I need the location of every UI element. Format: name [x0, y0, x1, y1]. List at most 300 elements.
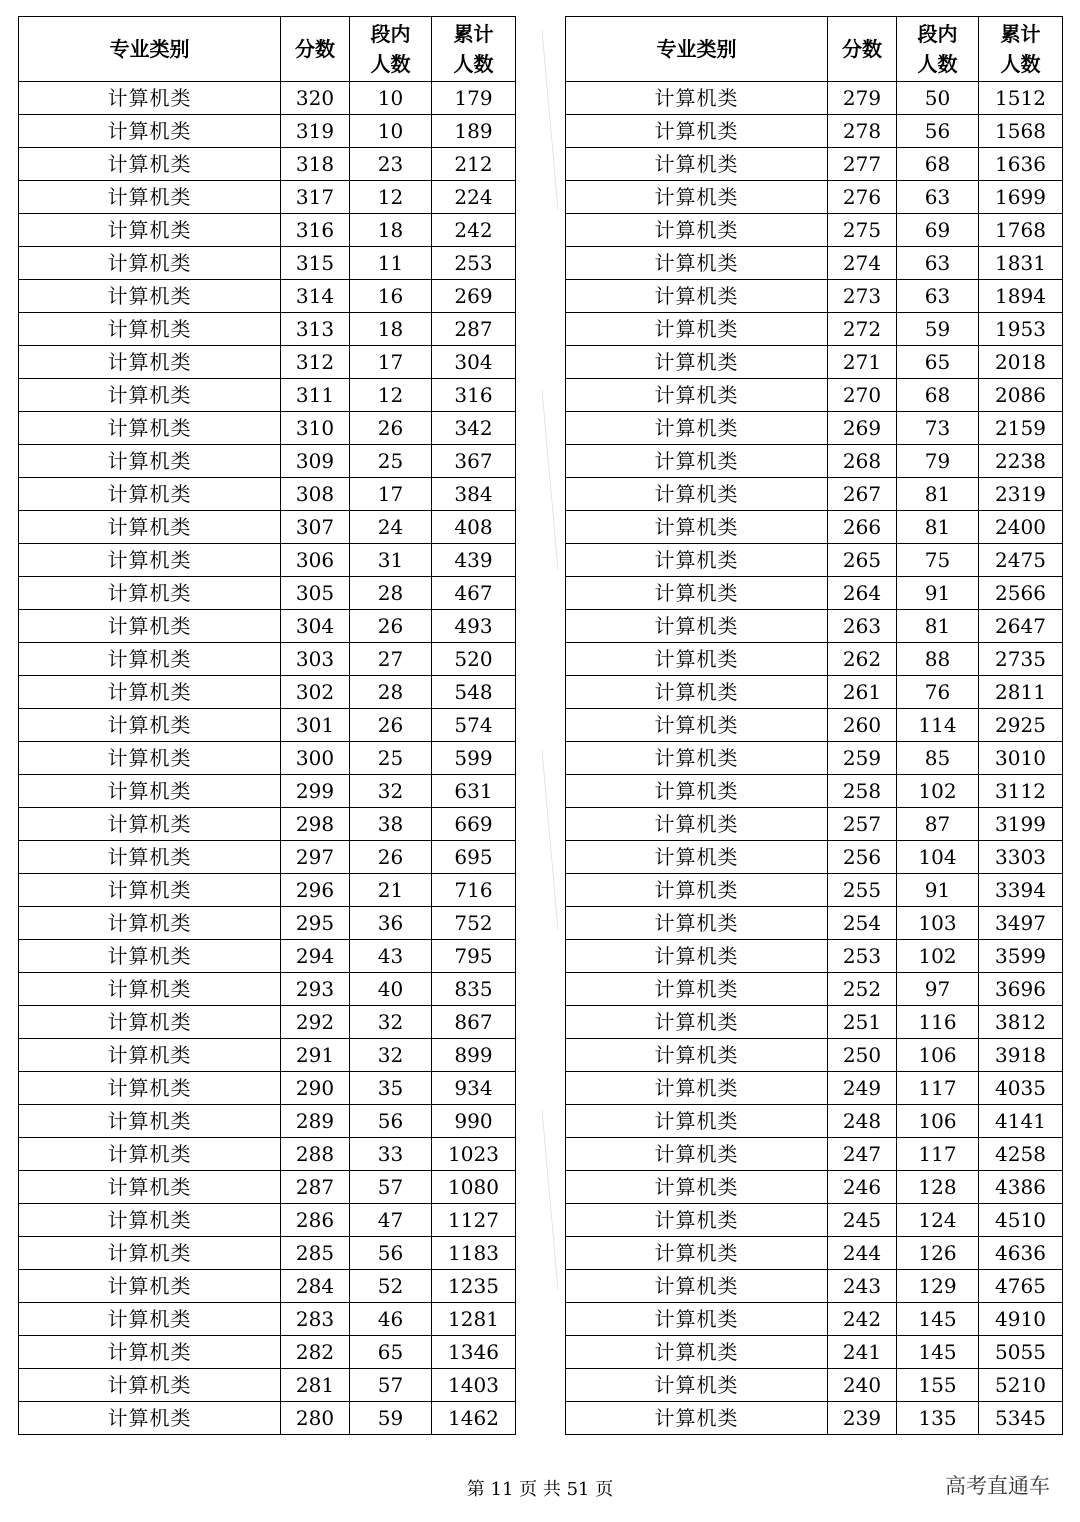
cell-segment-count: 47	[350, 1204, 432, 1237]
cell-segment-count: 10	[350, 115, 432, 148]
cell-category: 计算机类	[19, 1039, 281, 1072]
cell-cumulative-count: 1023	[432, 1138, 516, 1171]
cell-segment-count: 128	[897, 1171, 979, 1204]
table-header-row	[566, 17, 1063, 82]
cell-score: 293	[281, 973, 350, 1006]
cell-segment-count: 63	[897, 280, 979, 313]
table-row	[19, 940, 516, 973]
cell-category: 计算机类	[19, 346, 281, 379]
cell-cumulative-count: 3112	[979, 775, 1063, 808]
cell-category: 计算机类	[566, 280, 828, 313]
table-row	[566, 1072, 1063, 1105]
cell-segment-count: 56	[897, 115, 979, 148]
cell-score: 243	[828, 1270, 897, 1303]
table-row	[566, 1402, 1063, 1435]
cell-cumulative-count: 2647	[979, 610, 1063, 643]
table-row	[19, 280, 516, 313]
cell-score: 306	[281, 544, 350, 577]
cell-score: 309	[281, 445, 350, 478]
table-row	[566, 1006, 1063, 1039]
cell-segment-count: 32	[350, 1006, 432, 1039]
cell-cumulative-count: 1699	[979, 181, 1063, 214]
cell-category: 计算机类	[19, 1270, 281, 1303]
cell-category: 计算机类	[566, 808, 828, 841]
cell-score: 304	[281, 610, 350, 643]
cell-segment-count: 17	[350, 346, 432, 379]
cell-category: 计算机类	[566, 577, 828, 610]
cell-segment-count: 75	[897, 544, 979, 577]
cell-category: 计算机类	[566, 511, 828, 544]
cell-score: 311	[281, 379, 350, 412]
cell-score: 303	[281, 643, 350, 676]
table-row	[19, 1237, 516, 1270]
cell-cumulative-count: 467	[432, 577, 516, 610]
cell-segment-count: 106	[897, 1105, 979, 1138]
cell-score: 286	[281, 1204, 350, 1237]
cell-cumulative-count: 4258	[979, 1138, 1063, 1171]
cell-cumulative-count: 716	[432, 874, 516, 907]
cell-score: 242	[828, 1303, 897, 1336]
table-row	[566, 1270, 1063, 1303]
cell-score: 319	[281, 115, 350, 148]
table-row	[19, 1204, 516, 1237]
table-row	[19, 346, 516, 379]
cell-cumulative-count: 867	[432, 1006, 516, 1039]
cell-category: 计算机类	[566, 643, 828, 676]
cell-cumulative-count: 287	[432, 313, 516, 346]
table-row	[19, 1303, 516, 1336]
cell-category: 计算机类	[566, 115, 828, 148]
cell-segment-count: 57	[350, 1369, 432, 1402]
cell-cumulative-count: 2086	[979, 379, 1063, 412]
cell-cumulative-count: 342	[432, 412, 516, 445]
table-row	[19, 610, 516, 643]
cell-cumulative-count: 752	[432, 907, 516, 940]
cell-cumulative-count: 2566	[979, 577, 1063, 610]
cell-category: 计算机类	[566, 907, 828, 940]
cell-score: 296	[281, 874, 350, 907]
cell-category: 计算机类	[566, 148, 828, 181]
cell-segment-count: 32	[350, 1039, 432, 1072]
cell-segment-count: 57	[350, 1171, 432, 1204]
cell-score: 280	[281, 1402, 350, 1435]
cell-score: 320	[281, 82, 350, 115]
cell-segment-count: 145	[897, 1336, 979, 1369]
cell-category: 计算机类	[566, 940, 828, 973]
cell-segment-count: 24	[350, 511, 432, 544]
cell-cumulative-count: 1636	[979, 148, 1063, 181]
cell-cumulative-count: 899	[432, 1039, 516, 1072]
table-row	[19, 247, 516, 280]
cell-segment-count: 114	[897, 709, 979, 742]
cell-segment-count: 68	[897, 148, 979, 181]
cell-category: 计算机类	[19, 1336, 281, 1369]
table-row	[566, 181, 1063, 214]
cell-cumulative-count: 795	[432, 940, 516, 973]
cell-category: 计算机类	[566, 181, 828, 214]
table-row	[19, 1105, 516, 1138]
cell-score: 283	[281, 1303, 350, 1336]
table-row	[566, 940, 1063, 973]
cell-score: 247	[828, 1138, 897, 1171]
cell-cumulative-count: 224	[432, 181, 516, 214]
cell-category: 计算机类	[19, 1237, 281, 1270]
cell-cumulative-count: 3199	[979, 808, 1063, 841]
cell-score: 263	[828, 610, 897, 643]
cell-score: 308	[281, 478, 350, 511]
table-row	[19, 181, 516, 214]
cell-category: 计算机类	[566, 1204, 828, 1237]
cell-category: 计算机类	[19, 1171, 281, 1204]
cell-score: 299	[281, 775, 350, 808]
cell-cumulative-count: 631	[432, 775, 516, 808]
cell-score: 316	[281, 214, 350, 247]
cell-score: 262	[828, 643, 897, 676]
header-cumulative-count: 累计 人数	[979, 17, 1063, 82]
cell-score: 266	[828, 511, 897, 544]
cell-score: 302	[281, 676, 350, 709]
cell-score: 267	[828, 478, 897, 511]
cell-category: 计算机类	[566, 346, 828, 379]
cell-category: 计算机类	[19, 181, 281, 214]
cell-category: 计算机类	[19, 610, 281, 643]
cell-score: 307	[281, 511, 350, 544]
table-row	[566, 676, 1063, 709]
cell-category: 计算机类	[19, 577, 281, 610]
cell-score: 275	[828, 214, 897, 247]
table-row	[566, 379, 1063, 412]
cell-score: 312	[281, 346, 350, 379]
table-row	[566, 214, 1063, 247]
cell-category: 计算机类	[19, 313, 281, 346]
cell-segment-count: 32	[350, 775, 432, 808]
cell-cumulative-count: 669	[432, 808, 516, 841]
cell-score: 284	[281, 1270, 350, 1303]
cell-category: 计算机类	[19, 544, 281, 577]
cell-cumulative-count: 3696	[979, 973, 1063, 1006]
cell-score: 315	[281, 247, 350, 280]
cell-segment-count: 117	[897, 1138, 979, 1171]
cell-score: 289	[281, 1105, 350, 1138]
cell-score: 239	[828, 1402, 897, 1435]
table-row	[19, 808, 516, 841]
table-row	[19, 676, 516, 709]
cell-segment-count: 31	[350, 544, 432, 577]
table-row	[566, 148, 1063, 181]
cell-score: 273	[828, 280, 897, 313]
cell-cumulative-count: 1281	[432, 1303, 516, 1336]
cell-cumulative-count: 4386	[979, 1171, 1063, 1204]
table-row	[566, 709, 1063, 742]
cell-cumulative-count: 574	[432, 709, 516, 742]
cell-score: 305	[281, 577, 350, 610]
cell-segment-count: 28	[350, 676, 432, 709]
cell-cumulative-count: 1768	[979, 214, 1063, 247]
cell-category: 计算机类	[19, 445, 281, 478]
cell-score: 249	[828, 1072, 897, 1105]
cell-segment-count: 11	[350, 247, 432, 280]
cell-segment-count: 91	[897, 874, 979, 907]
table-row	[566, 412, 1063, 445]
table-row	[19, 841, 516, 874]
cell-score: 278	[828, 115, 897, 148]
cell-cumulative-count: 253	[432, 247, 516, 280]
cell-segment-count: 135	[897, 1402, 979, 1435]
cell-score: 272	[828, 313, 897, 346]
cell-segment-count: 102	[897, 775, 979, 808]
cell-score: 245	[828, 1204, 897, 1237]
cell-category: 计算机类	[19, 1138, 281, 1171]
table-row	[566, 511, 1063, 544]
cell-category: 计算机类	[19, 808, 281, 841]
cell-cumulative-count: 3497	[979, 907, 1063, 940]
table-row	[566, 82, 1063, 115]
cell-score: 250	[828, 1039, 897, 1072]
cell-segment-count: 52	[350, 1270, 432, 1303]
header-category: 专业类别	[566, 17, 828, 82]
table-row	[566, 808, 1063, 841]
table-row	[19, 445, 516, 478]
cell-category: 计算机类	[19, 1369, 281, 1402]
cell-score: 297	[281, 841, 350, 874]
cell-category: 计算机类	[19, 874, 281, 907]
cell-cumulative-count: 2159	[979, 412, 1063, 445]
table-row	[566, 280, 1063, 313]
cell-cumulative-count: 990	[432, 1105, 516, 1138]
cell-cumulative-count: 2811	[979, 676, 1063, 709]
brand-label: 高考直通车	[945, 1474, 1050, 1498]
cell-score: 285	[281, 1237, 350, 1270]
cell-cumulative-count: 493	[432, 610, 516, 643]
cell-segment-count: 40	[350, 973, 432, 1006]
cell-cumulative-count: 2400	[979, 511, 1063, 544]
cell-segment-count: 28	[350, 577, 432, 610]
cell-segment-count: 26	[350, 610, 432, 643]
cell-category: 计算机类	[566, 1336, 828, 1369]
cell-segment-count: 124	[897, 1204, 979, 1237]
cell-cumulative-count: 3010	[979, 742, 1063, 775]
cell-score: 252	[828, 973, 897, 1006]
cell-category: 计算机类	[566, 214, 828, 247]
table-row	[566, 313, 1063, 346]
table-row	[566, 1237, 1063, 1270]
table-row	[19, 973, 516, 1006]
cell-segment-count: 43	[350, 940, 432, 973]
cell-cumulative-count: 2735	[979, 643, 1063, 676]
table-row	[566, 478, 1063, 511]
cell-segment-count: 117	[897, 1072, 979, 1105]
cell-cumulative-count: 2475	[979, 544, 1063, 577]
cell-cumulative-count: 3918	[979, 1039, 1063, 1072]
cell-cumulative-count: 408	[432, 511, 516, 544]
cell-score: 258	[828, 775, 897, 808]
cell-cumulative-count: 1235	[432, 1270, 516, 1303]
table-row	[19, 1336, 516, 1369]
cell-segment-count: 50	[897, 82, 979, 115]
table-row	[566, 841, 1063, 874]
table-row	[566, 742, 1063, 775]
cell-category: 计算机类	[566, 1402, 828, 1435]
cell-score: 246	[828, 1171, 897, 1204]
cell-segment-count: 79	[897, 445, 979, 478]
cell-score: 251	[828, 1006, 897, 1039]
cell-cumulative-count: 3394	[979, 874, 1063, 907]
cell-category: 计算机类	[566, 82, 828, 115]
cell-segment-count: 85	[897, 742, 979, 775]
table-row	[19, 115, 516, 148]
cell-segment-count: 46	[350, 1303, 432, 1336]
cell-cumulative-count: 1894	[979, 280, 1063, 313]
cell-segment-count: 16	[350, 280, 432, 313]
cell-category: 计算机类	[566, 313, 828, 346]
cell-category: 计算机类	[566, 676, 828, 709]
score-table-left	[18, 16, 516, 1435]
cell-segment-count: 65	[350, 1336, 432, 1369]
cell-score: 318	[281, 148, 350, 181]
table-row	[19, 379, 516, 412]
cell-category: 计算机类	[566, 1105, 828, 1138]
cell-category: 计算机类	[566, 1303, 828, 1336]
table-row	[19, 1369, 516, 1402]
cell-cumulative-count: 2925	[979, 709, 1063, 742]
cell-cumulative-count: 1512	[979, 82, 1063, 115]
cell-cumulative-count: 5345	[979, 1402, 1063, 1435]
table-row	[19, 1402, 516, 1435]
cell-cumulative-count: 2238	[979, 445, 1063, 478]
cell-score: 271	[828, 346, 897, 379]
cell-category: 计算机类	[19, 940, 281, 973]
cell-segment-count: 25	[350, 742, 432, 775]
cell-segment-count: 23	[350, 148, 432, 181]
cell-category: 计算机类	[566, 247, 828, 280]
header-segment-count: 段内 人数	[897, 17, 979, 82]
cell-segment-count: 27	[350, 643, 432, 676]
cell-segment-count: 26	[350, 709, 432, 742]
cell-score: 277	[828, 148, 897, 181]
cell-cumulative-count: 367	[432, 445, 516, 478]
cell-cumulative-count: 4141	[979, 1105, 1063, 1138]
cell-segment-count: 56	[350, 1237, 432, 1270]
header-category: 专业类别	[19, 17, 281, 82]
cell-category: 计算机类	[566, 379, 828, 412]
cell-cumulative-count: 4636	[979, 1237, 1063, 1270]
cell-cumulative-count: 269	[432, 280, 516, 313]
cell-category: 计算机类	[566, 775, 828, 808]
cell-score: 254	[828, 907, 897, 940]
cell-segment-count: 103	[897, 907, 979, 940]
table-row	[566, 610, 1063, 643]
cell-category: 计算机类	[19, 82, 281, 115]
cell-segment-count: 25	[350, 445, 432, 478]
table-row	[19, 709, 516, 742]
table-row	[19, 907, 516, 940]
header-cumulative-count: 累计 人数	[432, 17, 516, 82]
cell-category: 计算机类	[19, 1303, 281, 1336]
cell-score: 290	[281, 1072, 350, 1105]
cell-cumulative-count: 3812	[979, 1006, 1063, 1039]
table-row	[19, 544, 516, 577]
table-row	[19, 1072, 516, 1105]
table-row	[19, 214, 516, 247]
table-row	[566, 973, 1063, 1006]
cell-cumulative-count: 1183	[432, 1237, 516, 1270]
cell-segment-count: 26	[350, 841, 432, 874]
cell-category: 计算机类	[566, 478, 828, 511]
cell-segment-count: 104	[897, 841, 979, 874]
cell-score: 253	[828, 940, 897, 973]
table-row	[566, 1204, 1063, 1237]
cell-category: 计算机类	[19, 280, 281, 313]
table-row	[566, 544, 1063, 577]
cell-score: 292	[281, 1006, 350, 1039]
cell-segment-count: 116	[897, 1006, 979, 1039]
cell-score: 241	[828, 1336, 897, 1369]
table-row	[566, 1303, 1063, 1336]
cell-category: 计算机类	[19, 676, 281, 709]
table-row	[566, 577, 1063, 610]
cell-segment-count: 21	[350, 874, 432, 907]
cell-segment-count: 12	[350, 379, 432, 412]
cell-category: 计算机类	[566, 445, 828, 478]
cell-category: 计算机类	[19, 412, 281, 445]
cell-score: 295	[281, 907, 350, 940]
table-row	[19, 148, 516, 181]
table-row	[566, 1039, 1063, 1072]
cell-cumulative-count: 548	[432, 676, 516, 709]
cell-category: 计算机类	[19, 1072, 281, 1105]
cell-category: 计算机类	[19, 379, 281, 412]
watermark	[540, 30, 560, 1450]
cell-score: 264	[828, 577, 897, 610]
cell-category: 计算机类	[566, 544, 828, 577]
cell-cumulative-count: 5055	[979, 1336, 1063, 1369]
cell-cumulative-count: 304	[432, 346, 516, 379]
cell-segment-count: 56	[350, 1105, 432, 1138]
cell-cumulative-count: 934	[432, 1072, 516, 1105]
cell-category: 计算机类	[566, 874, 828, 907]
cell-score: 274	[828, 247, 897, 280]
cell-segment-count: 73	[897, 412, 979, 445]
cell-segment-count: 18	[350, 313, 432, 346]
cell-score: 256	[828, 841, 897, 874]
cell-cumulative-count: 695	[432, 841, 516, 874]
table-row	[566, 115, 1063, 148]
cell-score: 279	[828, 82, 897, 115]
table-row	[19, 412, 516, 445]
table-row	[566, 1171, 1063, 1204]
table-row	[566, 445, 1063, 478]
cell-segment-count: 68	[897, 379, 979, 412]
cell-score: 268	[828, 445, 897, 478]
cell-cumulative-count: 1568	[979, 115, 1063, 148]
cell-category: 计算机类	[19, 973, 281, 1006]
cell-category: 计算机类	[566, 1171, 828, 1204]
cell-category: 计算机类	[566, 709, 828, 742]
table-row	[19, 313, 516, 346]
cell-cumulative-count: 1080	[432, 1171, 516, 1204]
cell-segment-count: 17	[350, 478, 432, 511]
cell-score: 259	[828, 742, 897, 775]
cell-score: 265	[828, 544, 897, 577]
cell-cumulative-count: 4510	[979, 1204, 1063, 1237]
cell-segment-count: 88	[897, 643, 979, 676]
cell-category: 计算机类	[19, 841, 281, 874]
cell-score: 255	[828, 874, 897, 907]
table-row	[19, 874, 516, 907]
score-table-right	[565, 16, 1063, 1435]
cell-segment-count: 81	[897, 478, 979, 511]
header-score: 分数	[828, 17, 897, 82]
